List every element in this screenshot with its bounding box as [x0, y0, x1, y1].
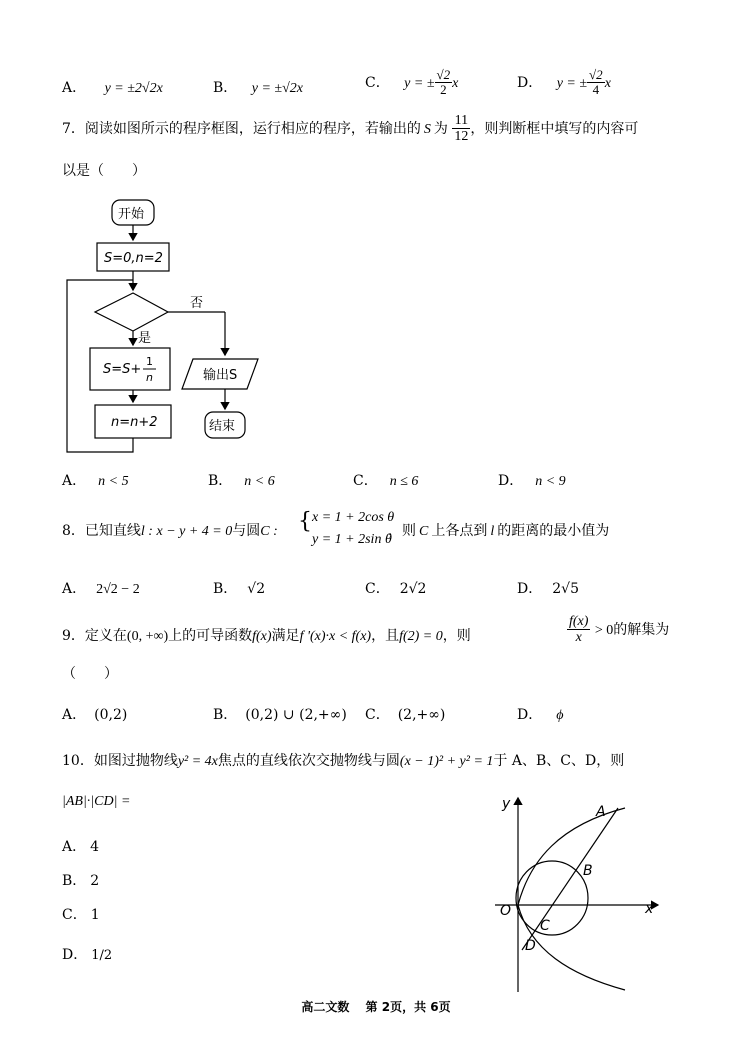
q9-option-d: D． ϕ [517, 707, 564, 723]
q8-option-b: B． √2 [213, 581, 266, 597]
q7-stem-line2: 以是（ ） [62, 163, 146, 179]
step-label: n=n+2 [111, 415, 158, 430]
point-b-label: B [583, 863, 593, 879]
q8-system-1: x = 1 + 2cos θ [312, 510, 395, 525]
init-label: S=0,n=2 [104, 251, 163, 266]
q10-option-b: B． 2 [62, 873, 100, 889]
update-label: S=S+ [103, 362, 142, 377]
q10-option-c: C． 1 [62, 907, 100, 923]
q8-brace: { [298, 509, 312, 534]
q6-option-d: D． y = ± $\frac{√2}{4}$ x [517, 67, 611, 98]
output-label: 输出S [203, 368, 238, 383]
yes-label: 是 [138, 331, 152, 346]
y-axis-label: y [502, 796, 511, 812]
origin-label: O [500, 903, 512, 919]
q8-option-d: D． 2√5 [517, 581, 579, 597]
line-abcd [522, 808, 618, 950]
q8-option-a: A． 2√2 − 2 [62, 581, 140, 597]
q10-graph [490, 790, 670, 1000]
q9-option-b: B． (0,2) ∪ (2,+∞) [213, 707, 347, 723]
q8-stem: 8．已知直线l : x − y + 4 = 0与圆C : [62, 523, 278, 539]
q10-option-d: D． 1/2 [62, 947, 113, 963]
update-num: 1 [146, 355, 153, 368]
end-label: 结束 [209, 419, 236, 434]
q10-expression: |AB|·|CD| = [62, 794, 131, 809]
q10-option-a: A． 4 [62, 839, 100, 855]
q8-stem-tail: ，则 C 上各点到 l 的距离的最小值为 [388, 523, 610, 539]
point-a-label: A [596, 804, 606, 820]
q6-option-b: B． y = ±√2x [213, 80, 303, 96]
circle [516, 861, 588, 935]
q7-option-b: B． n < 6 [208, 473, 275, 489]
q9-option-c: C． (2,+∞) [365, 707, 446, 723]
q7-option-c: C． n ≤ 6 [353, 473, 419, 489]
q7-option-d: D． n < 9 [498, 473, 566, 489]
q10-stem: 10．如图过抛物线y² = 4x焦点的直线依次交抛物线与圆(x − 1)² + y² = 1于 A、B、C、D，则 [62, 753, 625, 769]
q9-option-a: A． (0,2) [62, 707, 128, 723]
q7-option-a: A． n < 5 [62, 473, 129, 489]
q9-fraction: $\frac{f(x)}{x}$ > 0的解集为 [569, 614, 670, 646]
parabola [518, 808, 625, 990]
x-axis-label: x [645, 901, 654, 917]
decision-diamond [95, 293, 168, 331]
q9-paren: （ ） [62, 666, 118, 682]
q8-option-c: C． 2√2 [365, 581, 427, 597]
q9-stem: 9．定义在(0, +∞)上的可导函数f(x)满足f '(x)·x < f(x)，且f(2) = 0，则 [62, 628, 471, 644]
point-d-label: D [525, 938, 536, 954]
page-footer: 高二文数 第 2页，共 6页 [301, 1000, 451, 1014]
no-label: 否 [190, 296, 204, 311]
point-c-label: C [540, 918, 550, 934]
q6-option-a: A． y = ±2√2x [62, 80, 163, 96]
start-label: 开始 [118, 207, 145, 222]
flowchart [60, 195, 280, 455]
q7-stem-line1: 7．阅读如图所示的程序框图，运行相应的程序，若输出的 S 为 $\frac{11}{12}$ ，则判断框中填写的内容可 [62, 113, 639, 145]
q6-option-c: C． y = ± $\frac{√2}{2}$ x [365, 67, 459, 98]
q8-system-2: y = 1 + 2sin θ [312, 532, 392, 547]
update-den: n [146, 371, 153, 384]
